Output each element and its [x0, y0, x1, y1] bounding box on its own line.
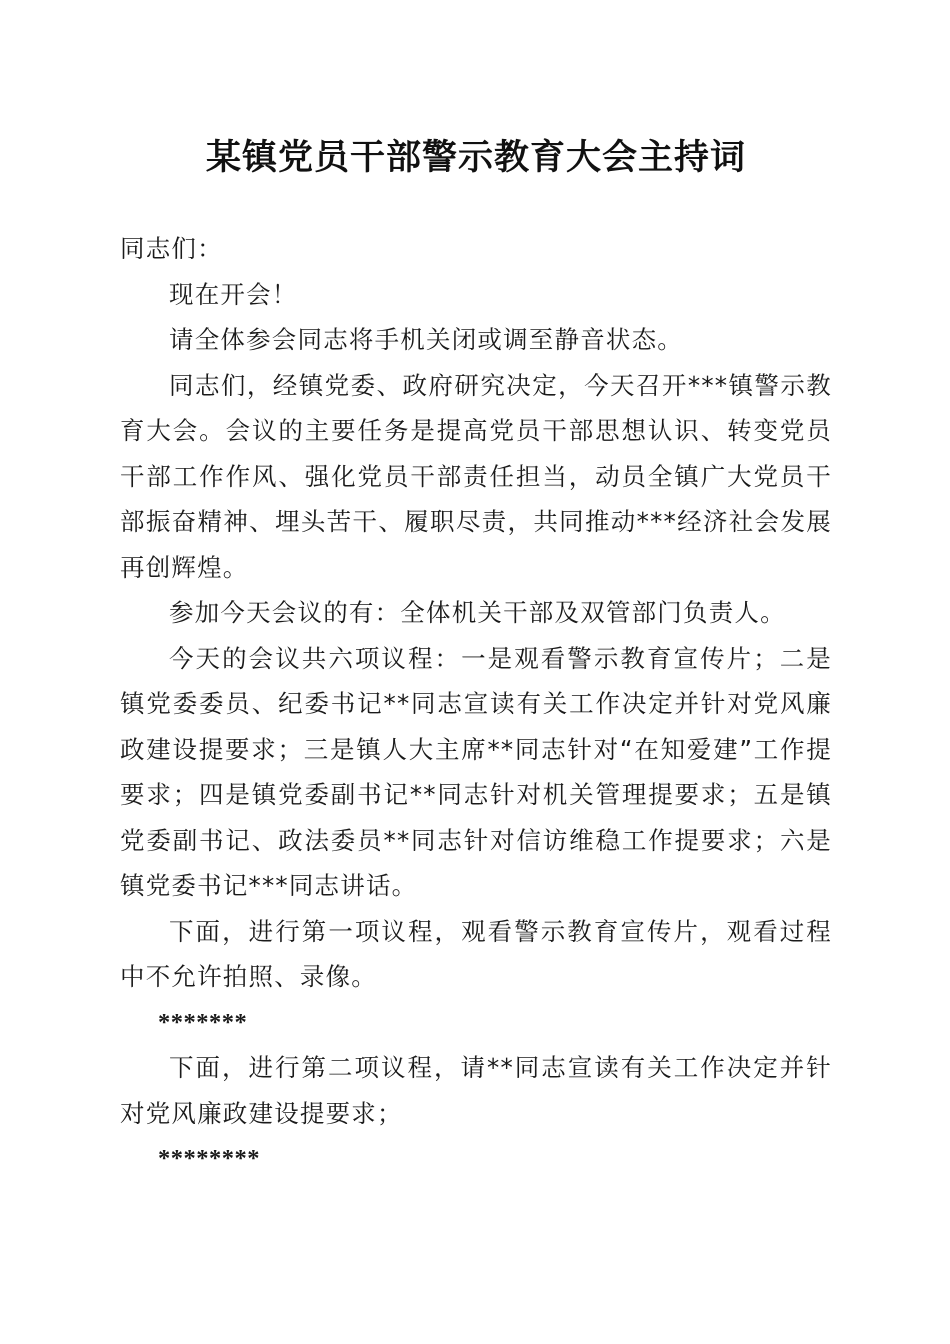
document-title: 某镇党员干部警示教育大会主持词 — [205, 137, 746, 178]
paragraph-phone-notice: 请全体参会同志将手机关闭或调至静音状态。 — [169, 325, 683, 354]
paragraph-agenda-item-2: 下面，进行第二项议程，请**同志宣读有关工作决定并针对党风廉政建设提要求； — [120, 1053, 832, 1128]
separator-stars-1: ******* — [157, 1008, 248, 1036]
salutation: 同志们： — [120, 234, 223, 263]
paragraph-open-meeting: 现在开会！ — [169, 279, 298, 309]
paragraph-meeting-purpose: 同志们，经镇党委、政府研究决定，今天召开***镇警示教育大会。会议的主要任务是提高党员干部思想认识、转变党员干部工作作风、强化党员干部责任担当，动员全镇广大党员干部振奋精神、埋头苦干、履职尽责，共同推动***经济社会发展再创辉煌。 — [120, 370, 832, 582]
document-body — [120, 226, 832, 1182]
paragraph-attendees: 参加今天会议的有：全体机关干部及双管部门负责人。 — [169, 598, 786, 627]
paragraph-agenda: 今天的会议共六项议程：一是观看警示教育宣传片；二是镇党委委员、纪委书记**同志宣读有关工作决定并针对党风廉政建设提要求；三是镇人大主席**同志针对“在知爱建”工作提要求；四是镇党委副书记**同志针对机关管理提要求；五是镇党委副书记、政法委员**同志针对信访维稳工作提要求；六是镇党委书记***同志讲话。 — [120, 643, 832, 900]
paragraph-agenda-item-1: 下面，进行第一项议程，观看警示教育宣传片，观看过程中不允许拍照、录像。 — [120, 916, 832, 991]
separator-stars-2: ******** — [157, 1145, 260, 1172]
